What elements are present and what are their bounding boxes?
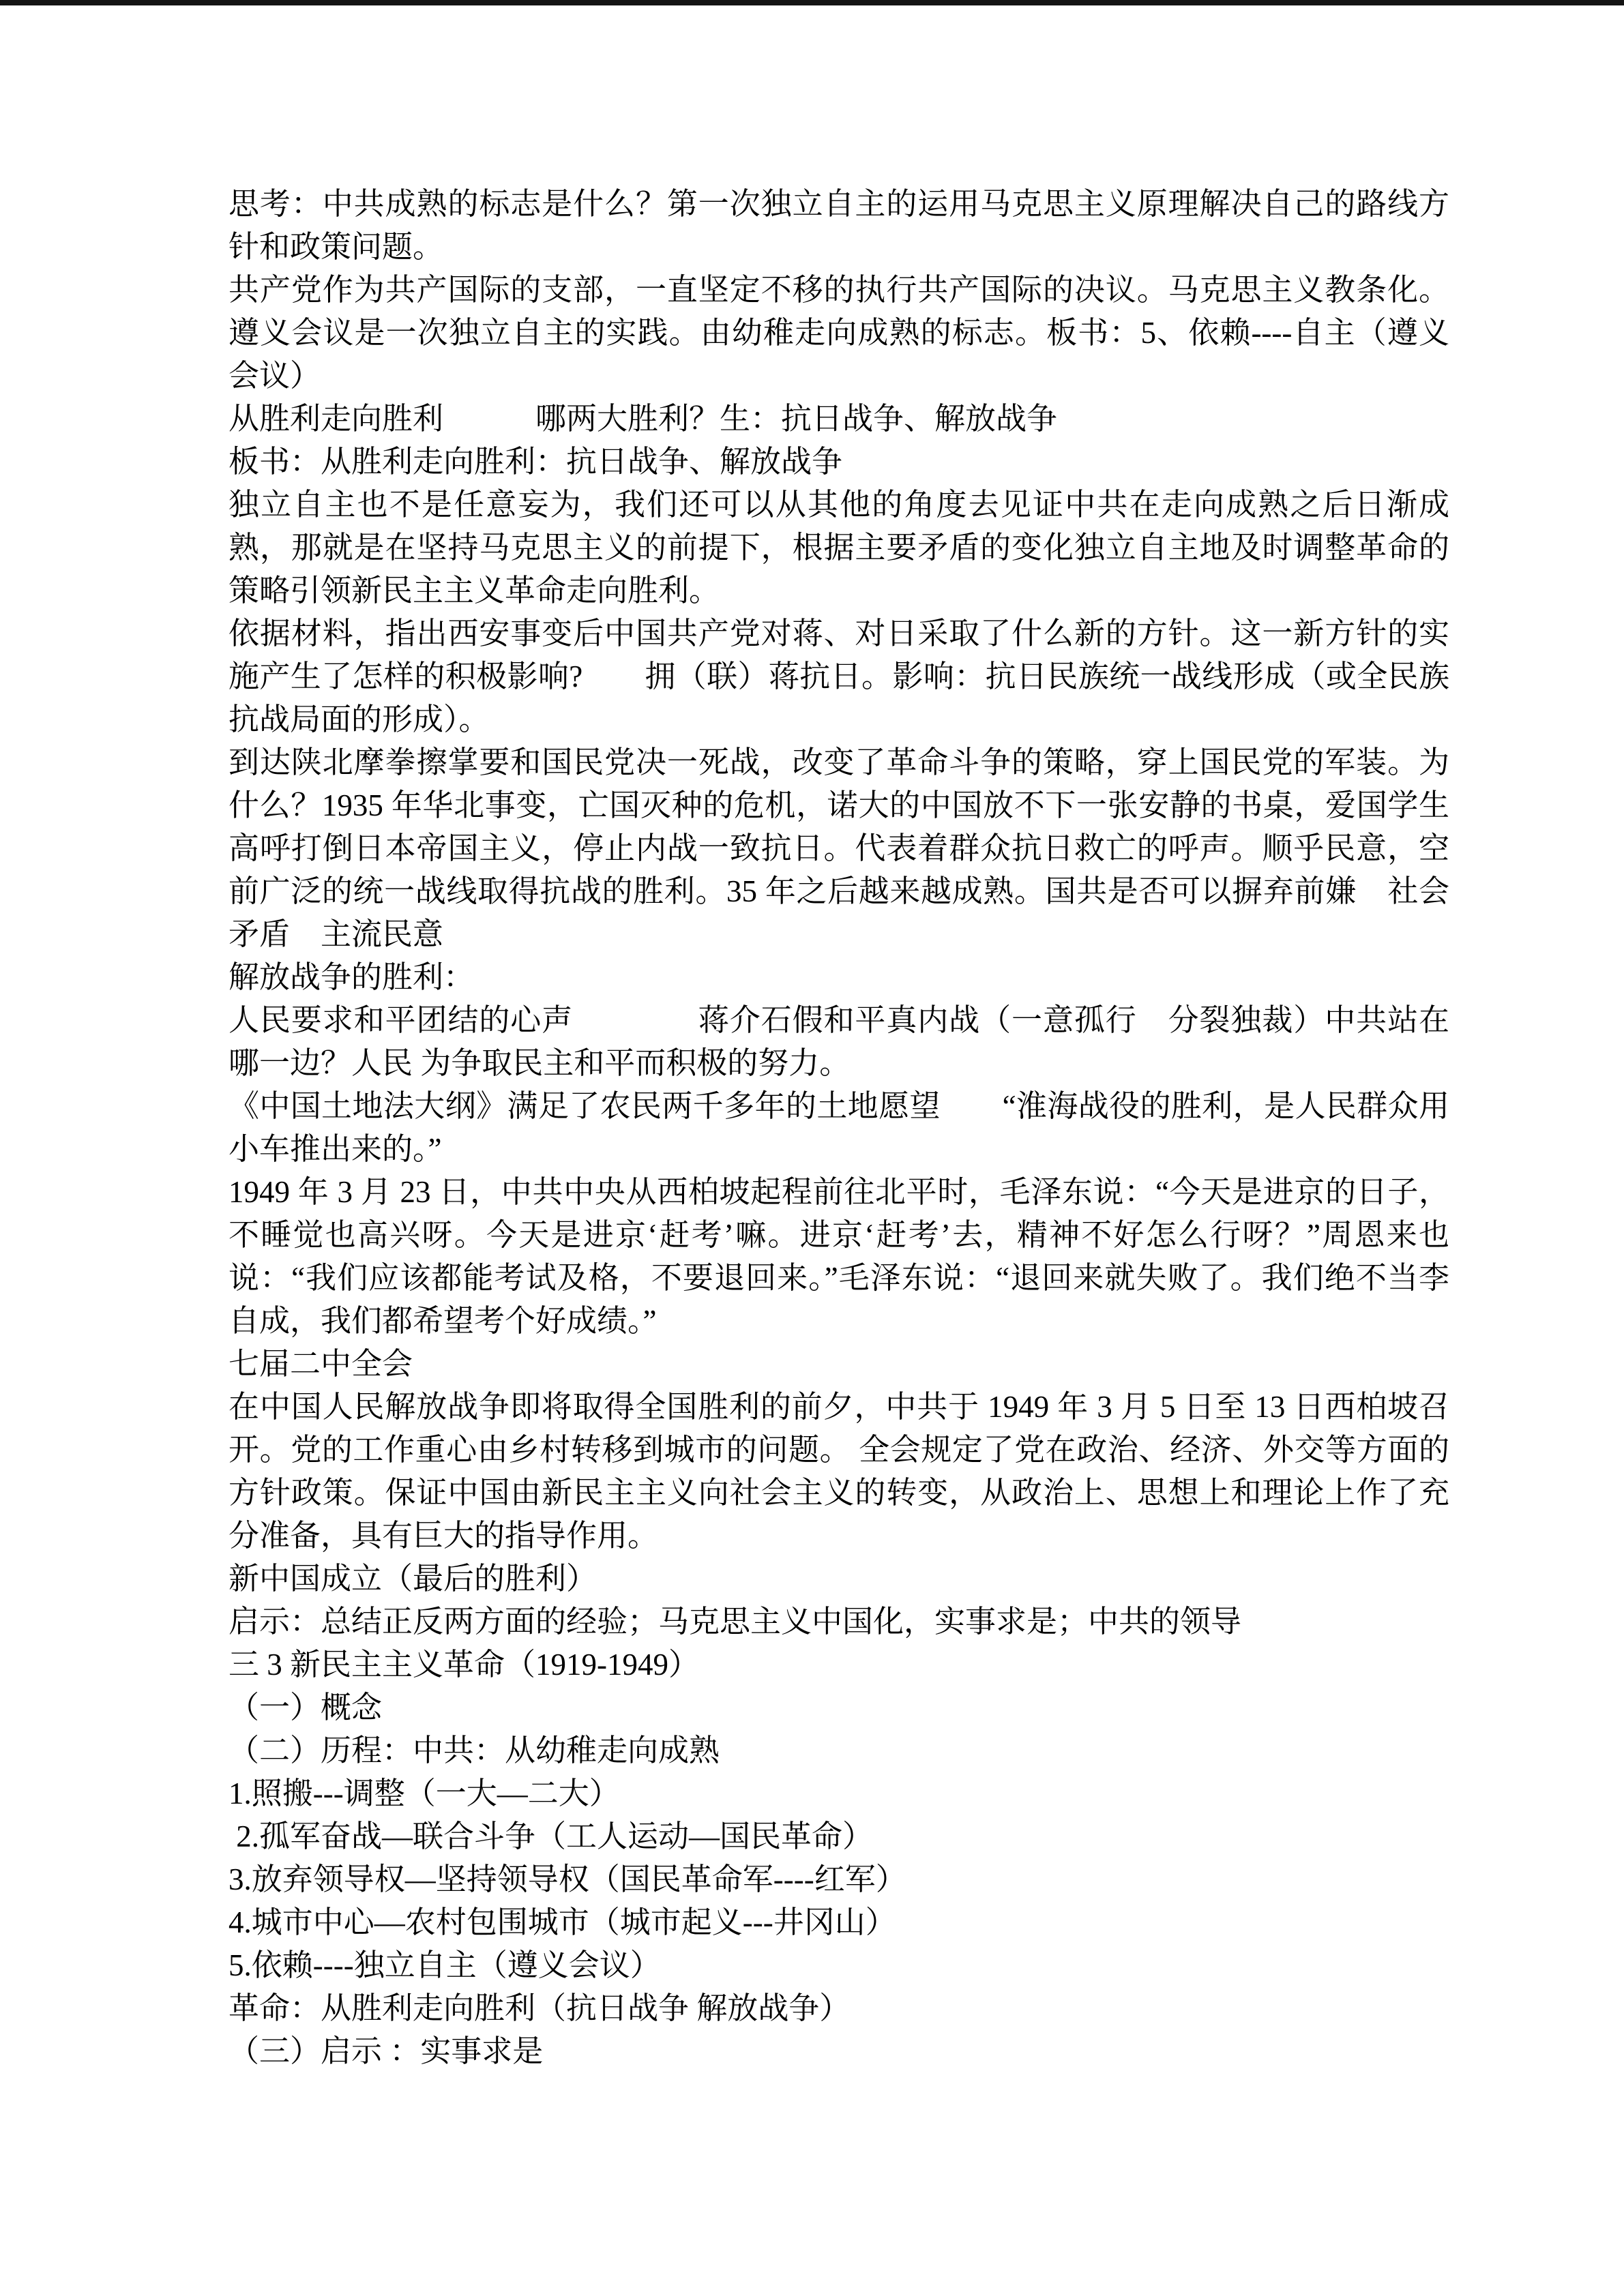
paragraph: 共产党作为共产国际的支部，一直坚定不移的执行共产国际的决议。马克思主义教条化。遵义会议是一次独立自主的实践。由幼稚走向成熟的标志。板书：5、依赖----自主（遵义会议） — [228, 273, 1449, 393]
paragraph: （二）历程：中共：从幼稚走向成熟 — [228, 1733, 720, 1768]
paragraph: 三 3 新民主主义革命（1919-1949） — [228, 1648, 699, 1682]
paragraph: 5.依赖----独立自主（遵义会议） — [228, 1948, 661, 1982]
paragraph: 革命：从胜利走向胜利（抗日战争 解放战争） — [228, 1991, 851, 2025]
paragraph: 人民要求和平团结的心声 蒋介石假和平真内战（一意孤行 分裂独裁）中共站在哪一边？人民 为争取民主和平而积极的努力。 — [228, 1003, 1449, 1080]
paragraph: 思考：中共成熟的标志是什么？第一次独立自主的运用马克思主义原理解决自己的路线方针和政策问题。 — [228, 187, 1449, 264]
paragraph: 独立自主也不是任意妄为，我们还可以从其他的角度去见证中共在走向成熟之后日渐成熟，那就是在坚持马克思主义的前提下，根据主要矛盾的变化独立自主地及时调整革命的策略引领新民主主义革命走向胜利。 — [228, 488, 1449, 608]
paragraph: 从胜利走向胜利 哪两大胜利？生：抗日战争、解放战争 — [228, 402, 1058, 436]
paragraph: 4.城市中心—农村包围城市（城市起义---井冈山） — [228, 1905, 896, 1939]
paragraph: 七届二中全会 — [228, 1347, 413, 1381]
paragraph: 3.放弃领导权—坚持领导权（国民革命军----红军） — [228, 1862, 906, 1896]
paragraph: 1.照搬---调整（一大—二大） — [228, 1776, 620, 1810]
paragraph: 启示：总结正反两方面的经验；马克思主义中国化，实事求是；中共的领导 — [228, 1605, 1242, 1639]
paragraph: 到达陕北摩拳擦掌要和国民党决一死战，改变了革命斗争的策略，穿上国民党的军装。为什么？1935 年华北事变，亡国灭种的危机，诺大的中国放不下一张安静的书桌，爱国学生高呼打倒日本帝国主义，停止内战一致抗日。代表着群众抗日救亡的呼声。顺乎民意，空前广泛的统一战线取得抗战的胜利。35 年之后越来越成熟。国共是否可以摒弃前嫌 社会矛盾 主流民意 — [228, 745, 1449, 951]
paragraph: 依据材料，指出西安事变后中国共产党对蒋、对日采取了什么新的方针。这一新方针的实施产生了怎样的积极影响? 拥（联）蒋抗日。影响：抗日民族统一战线形成（或全民族抗战局面的形成）。 — [228, 616, 1449, 736]
paragraph: 板书：从胜利走向胜利：抗日战争、解放战争 — [228, 445, 843, 479]
document-body — [228, 183, 1449, 2073]
paragraph: 解放战争的胜利： — [228, 960, 475, 994]
paragraph: 2.孤军奋战—联合斗争（工人运动—国民革命） — [228, 1819, 874, 1853]
paragraph: （三）启示 ：实事求是 — [228, 2034, 544, 2068]
paragraph: （一）概念 — [228, 1690, 383, 1725]
paragraph: 《中国土地法大纲》满足了农民两千多年的土地愿望 “淮海战役的胜利，是人民群众用小车推出来的。” — [228, 1089, 1449, 1166]
paragraph: 新中国成立（最后的胜利） — [228, 1562, 597, 1596]
viewer-top-edge — [0, 0, 1624, 5]
paragraph: 1949 年 3 月 23 日，中共中央从西柏坡起程前往北平时，毛泽东说：“今天是进京的日子，不睡觉也高兴呀。今天是进京‘赶考’嘛。进京‘赶考’去，精神不好怎么行呀？”周恩来也说：“我们应该都能考试及格，不要退回来。”毛泽东说：“退回来就失败了。我们绝不当李自成，我们都希望考个好成绩。” — [228, 1175, 1449, 1338]
paragraph: 在中国人民解放战争即将取得全国胜利的前夕，中共于 1949 年 3 月 5 日至 13 日西柏坡召开。党的工作重心由乡村转移到城市的问题。 全会规定了党在政治、经济、外交等方面的方针政策。保证中国由新民主主义向社会主义的转变，从政治上、思想上和理论上作了充分准备，具有巨大的指导作用。 — [228, 1390, 1449, 1553]
